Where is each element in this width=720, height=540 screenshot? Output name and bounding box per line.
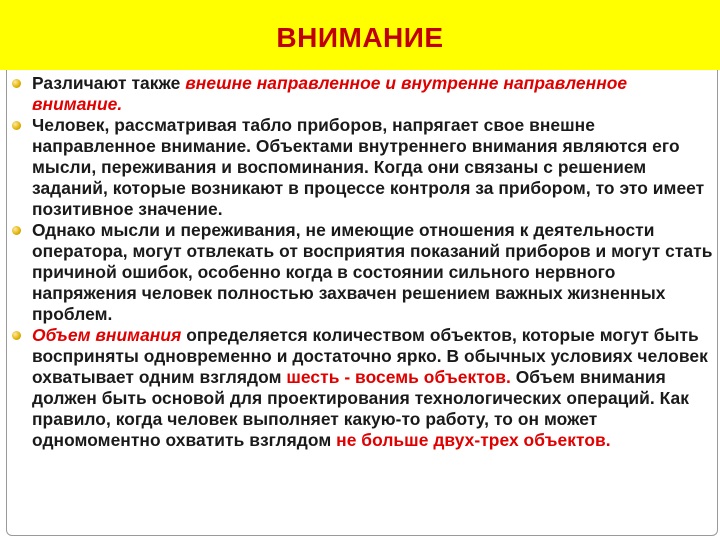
bullet-4-text-a: определяется количеством объектов, которые могут быть восприняты одновременно и достаточно ярко. В обычных условиях человек охватывает одним взглядом	[32, 325, 708, 387]
bullet-item	[10, 73, 714, 115]
bullet-icon	[12, 331, 21, 340]
bullet-2-text: Человек, рассматривая табло приборов, напрягает свое внешне направленное внимание. Объектами внутреннего внимания являются его мысли, переживания и воспоминания. Когда они связаны с решением заданий, которые возникают в процессе контроля за прибором, то это имеет позитивное значение.	[32, 115, 705, 219]
bullet-1-text: Различают также	[32, 73, 186, 93]
bullet-3-text: Однако мысли и переживания, не имеющие отношения к деятельности оператора, могут отвлекать от восприятия показаний приборов и могут стать причиной ошибок, особенно когда в состоянии сильного нервного напряжения человек полностью захвачен решением важных жизненных проблем.	[32, 220, 713, 324]
slide-title: ВНИМАНИЕ	[276, 22, 444, 53]
bullet-icon	[12, 226, 21, 235]
bullet-4-term: Объем внимания	[32, 325, 182, 345]
content-area	[10, 73, 714, 451]
bullet-icon	[12, 121, 21, 130]
bullet-item	[10, 325, 714, 451]
bullet-item	[10, 115, 714, 220]
bullet-4-highlight-limit: не больше двух-трех объектов.	[336, 430, 611, 450]
bullet-4-text-b: Объем внимания должен быть основой для проектирования технологических операций. Как правило, когда человек выполняет какую-то работу, то он может одномоментно охватить взглядом	[32, 367, 690, 450]
bullet-4-highlight-count: шесть - восемь объектов.	[286, 367, 511, 387]
bullet-item	[10, 220, 714, 325]
bullet-icon	[12, 79, 21, 88]
bullet-1-highlight: внешне направленное и внутренне направленное внимание.	[32, 73, 628, 114]
bullet-list	[10, 73, 714, 451]
